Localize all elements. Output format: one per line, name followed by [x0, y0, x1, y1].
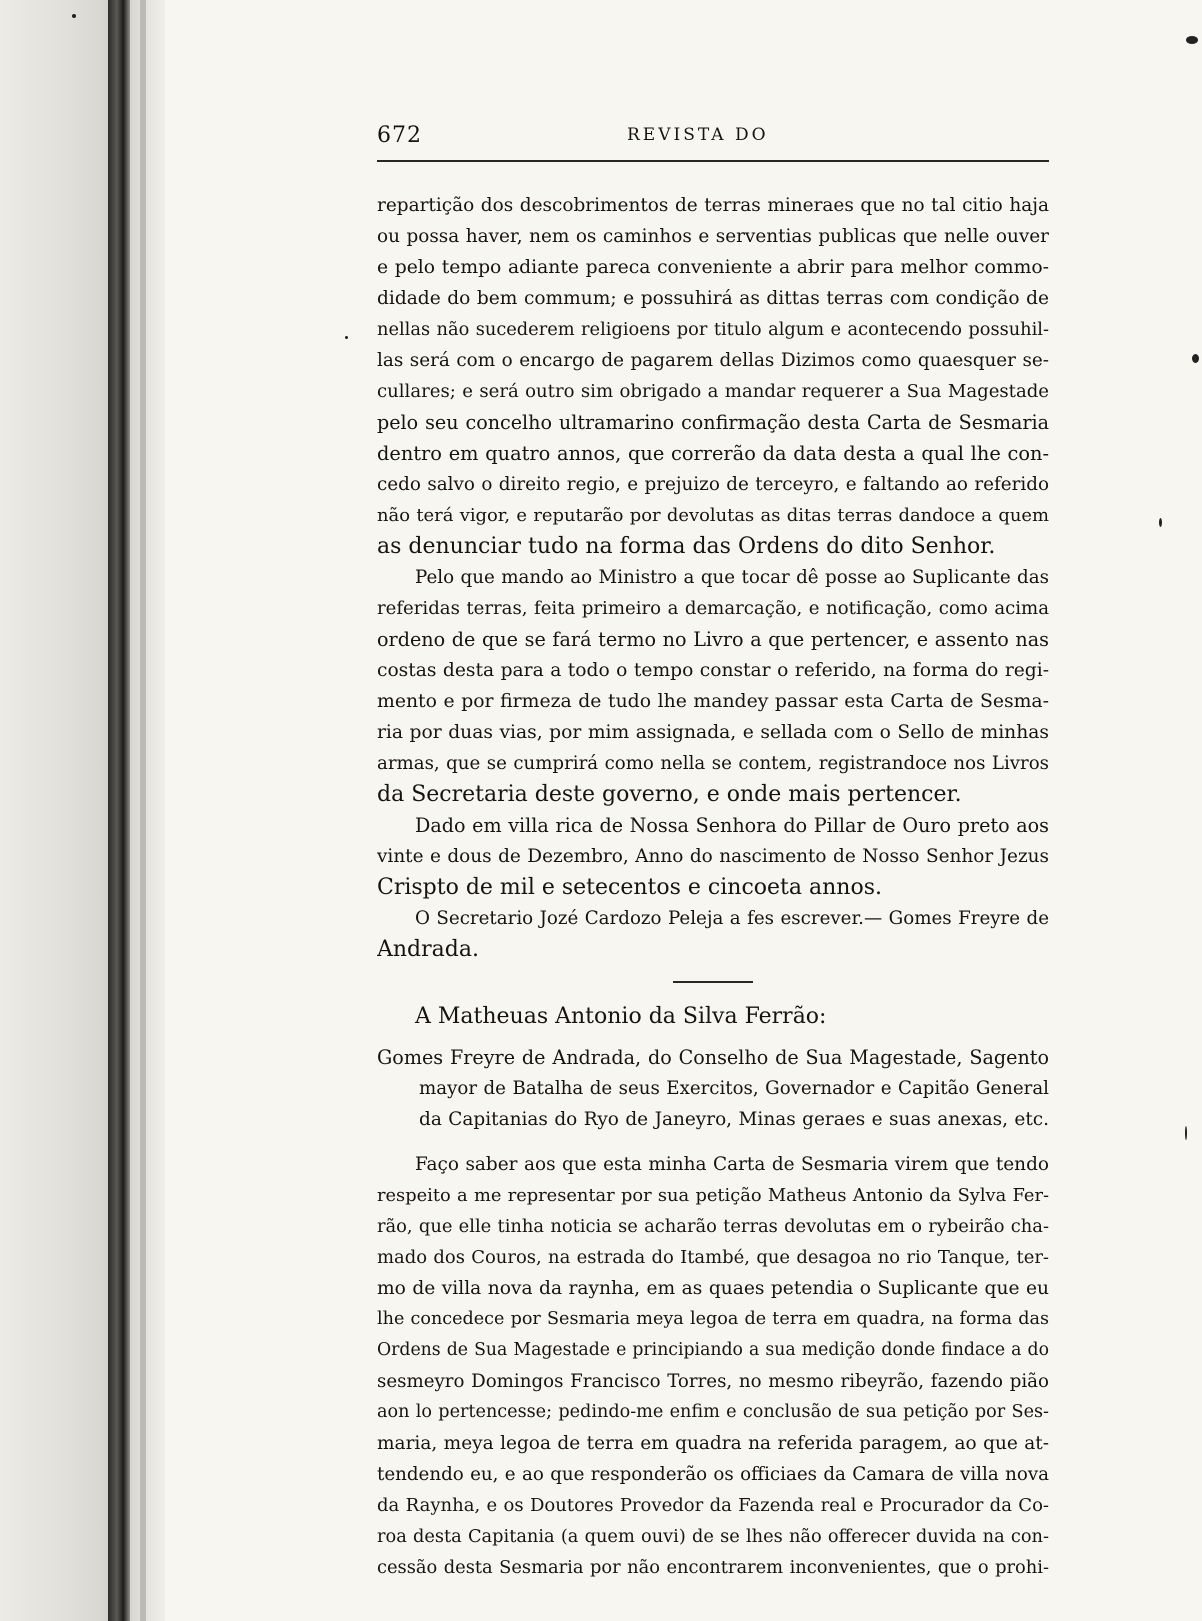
text-line: mento e por firmeza de tudo lhe mandey passar esta Carta de Sesma-: [377, 691, 1049, 712]
running-title: REVISTA DO: [627, 125, 769, 145]
text-line: dentro em quatro annos, que correrão da data desta a qual lhe con-: [377, 442, 1049, 465]
text-line: lhe concedece por Sesmaria meya legoa de terra em quadra, na forma das: [377, 1309, 1049, 1329]
text-line: mado dos Couros, na estrada do Itambé, que desagoa no rio Tanque, ter-: [377, 1247, 1049, 1268]
text-line: e pelo tempo adiante pareca conveniente a abrir para melhor commo-: [377, 257, 1049, 278]
text-line: cedo salvo o direito regio, e prejuizo de terceyro, e faltando ao referido: [377, 474, 1049, 495]
text-line: mayor de Batalha de seus Exercitos, Governador e Capitão General: [419, 1078, 1049, 1099]
addressee-line: A Matheuas Antonio da Silva Ferrão:: [415, 1004, 827, 1029]
text-line: tendendo eu, e ao que responderão os officiaes da Camara de villa nova: [377, 1464, 1049, 1485]
text-line: Dado em villa rica de Nossa Senhora do Pillar de Ouro preto aos: [415, 814, 1049, 837]
paragraph: [377, 810, 1049, 903]
spine-edge: [140, 0, 146, 1621]
text-line: vinte e dous de Dezembro, Anno do nascimento de Nosso Senhor Jezus: [377, 846, 1049, 867]
text-line: aon lo pertencesse; pedindo-me enfim e conclusão de sua petição por Ses-: [377, 1402, 1049, 1422]
text-line: ou possa haver, nem os caminhos e serventias publicas que nelle ouver: [377, 226, 1049, 247]
text-line: maria, meya legoa de terra em quadra na referida paragem, ao que at-: [377, 1433, 1049, 1454]
text-line: Ordens de Sua Magestade e principiando a sua medição donde findace a do: [377, 1340, 1049, 1360]
ink-speck: [1186, 36, 1198, 44]
text-line: da Raynha, e os Doutores Provedor da Fazenda real e Procurador da Co-: [377, 1495, 1049, 1516]
page-header: [377, 118, 1049, 158]
signature-paragraph: [377, 903, 1049, 965]
text-line: referidas terras, feita primeiro a demarcação, e notificação, como acima: [377, 598, 1049, 619]
text-line: ria por duas vias, por mim assignada, e sellada com o Sello de minhas: [377, 722, 1049, 743]
text-line: Gomes Freyre de Andrada, do Conselho de Sua Magestade, Sagento: [377, 1046, 1049, 1069]
titulature-block: [377, 1042, 1049, 1135]
book-spine: [108, 0, 130, 1621]
text-line: pelo seu concelho ultramarino confirmação desta Carta de Sesmaria: [377, 411, 1049, 434]
paragraph: [377, 562, 1049, 810]
page-number: 672: [377, 123, 422, 148]
text-line: O Secretario Jozé Cardozo Peleja a fes escrever.— Gomes Freyre de: [415, 908, 1049, 929]
ink-speck: [1192, 354, 1199, 363]
ink-speck: [1185, 1126, 1187, 1140]
text-line: não terá vigor, e reputarão por devolutas as ditas terras dandoce a quem: [377, 505, 1049, 526]
text-line: repartição dos descobrimentos de terras mineraes que no tal citio haja: [377, 195, 1049, 216]
section-divider: [673, 981, 753, 983]
ink-speck: [1159, 518, 1162, 527]
text-line: Pelo que mando ao Ministro a que tocar dê posse ao Suplicante das: [415, 567, 1049, 588]
text-line: sesmeyro Domingos Francisco Torres, no mesmo ribeyrão, fazendo pião: [377, 1371, 1049, 1392]
text-line: roa desta Capitania (a quem ouvi) de se lhes não offerecer duvida na con-: [377, 1526, 1049, 1547]
paragraph: [377, 1149, 1049, 1583]
text-line: mo de villa nova da raynha, em as quaes petendia o Suplicante que eu: [377, 1278, 1049, 1299]
text-line: respeito a me representar por sua petição Matheus Antonio da Sylva Fer-: [377, 1185, 1049, 1206]
text-line: cullares; e será outro sim obrigado a mandar requerer a Sua Magestade: [377, 381, 1049, 402]
header-rule: [377, 160, 1049, 162]
text-line: Andrada.: [377, 937, 479, 962]
text-line: Crispto de mil e setecentos e cincoeta annos.: [377, 875, 882, 900]
paragraph: [377, 190, 1049, 562]
text-line: costas desta para a todo o tempo constar o referido, na forma do regi-: [377, 660, 1049, 681]
text-line: da Secretaria deste governo, e onde mais pertencer.: [377, 782, 962, 807]
spacer: [377, 1032, 1049, 1042]
body-text: [377, 190, 1049, 1583]
text-line: cessão desta Sesmaria por não encontrarem inconvenientes, que o prohi-: [377, 1557, 1049, 1578]
text-line: Faço saber aos que esta minha Carta de Sesmaria virem que tendo: [415, 1154, 1049, 1175]
text-line: didade do bem commum; e possuhirá as dittas terras com condição de: [377, 288, 1049, 309]
text-line: nellas não sucederem religioens por titulo algum e acontecendo possuhil-: [377, 319, 1049, 340]
text-line: rão, que elle tinha noticia se acharão terras devolutas em o rybeirão cha-: [377, 1216, 1049, 1237]
ink-speck: [345, 336, 348, 339]
text-line: as denunciar tudo na forma das Ordens do dito Senhor.: [377, 534, 996, 559]
spacer: [377, 1135, 1049, 1149]
text-line: da Capitanias do Ryo de Janeyro, Minas geraes e suas anexas, etc.: [419, 1109, 1049, 1130]
text-line: las será com o encargo de pagarem dellas Dizimos como quaesquer se-: [377, 350, 1049, 371]
text-line: armas, que se cumprirá como nella se contem, registrandoce nos Livros: [377, 753, 1049, 774]
text-line: ordeno de que se fará termo no Livro a que pertencer, e assento nas: [377, 628, 1049, 651]
ink-speck: [72, 14, 76, 18]
